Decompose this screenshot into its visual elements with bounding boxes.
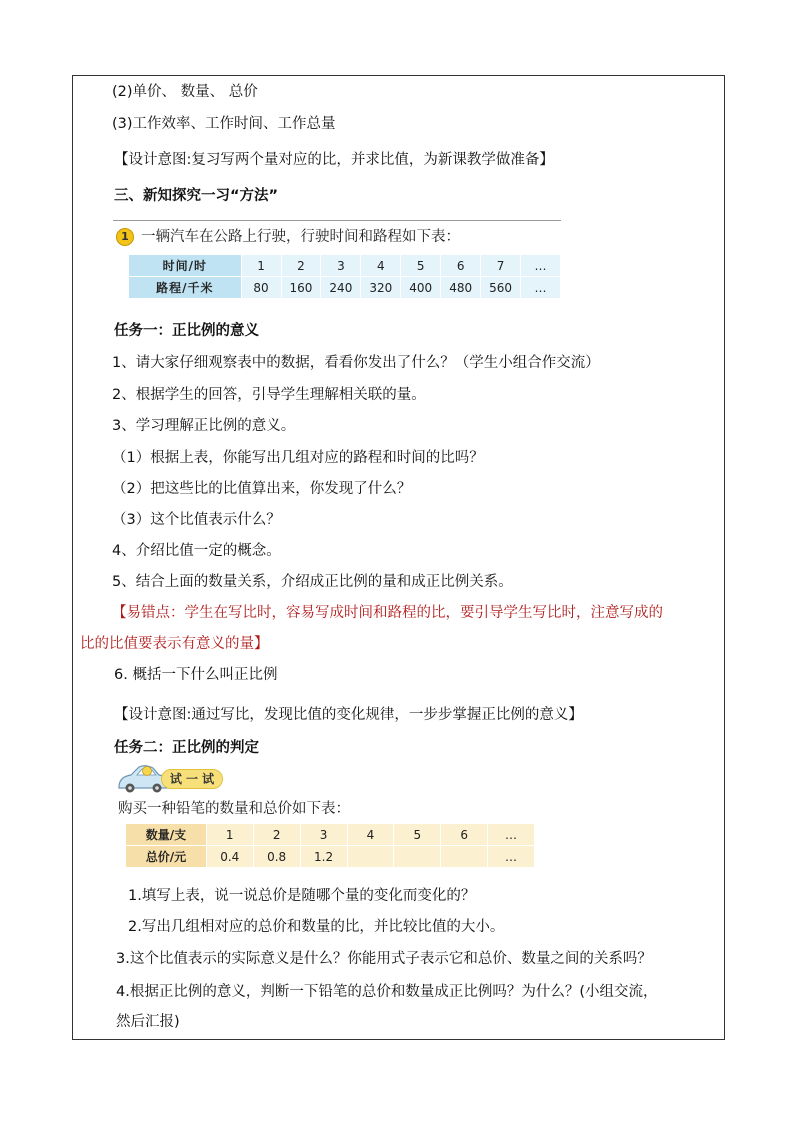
text-line-11: （3）这个比值表示什么？ [112, 512, 281, 528]
table-row [129, 255, 561, 277]
table-cell [441, 846, 488, 868]
table-cell: 时间/时 [129, 255, 242, 277]
table-cell: 2 [281, 255, 321, 277]
table-cell: 160 [281, 277, 321, 299]
error-prone-note-cont: 比的比值要表示有意义的量】 [80, 636, 269, 652]
table-cell: 0.8 [253, 846, 300, 868]
text-line-19: 1.填写上表，说一说总价是随哪个量的变化而变化的？ [128, 888, 476, 904]
figure2-caption: 购买一种铅笔的数量和总价如下表： [118, 801, 350, 817]
table-cell: 0.4 [206, 846, 253, 868]
table-cell: 400 [401, 277, 441, 299]
number-badge-icon: 1 [116, 228, 134, 246]
table-cell: 3 [300, 824, 347, 846]
time-distance-table [128, 254, 561, 299]
table-cell: … [488, 846, 535, 868]
table-cell: 6 [441, 255, 481, 277]
table-cell: 240 [321, 277, 361, 299]
table-cell: 6 [441, 824, 488, 846]
table-cell: 7 [481, 255, 521, 277]
table-cell: 80 [241, 277, 281, 299]
task-one-heading: 任务一：正比例的意义 [114, 323, 259, 339]
table-cell: 1 [206, 824, 253, 846]
text-line-1: (2)单价、 数量、 总价 [112, 84, 258, 100]
table-cell: … [488, 824, 535, 846]
table-cell: 路程/千米 [129, 277, 242, 299]
text-line-7: 2、根据学生的回答，引导学生理解相关联的量。 [112, 387, 426, 403]
table-row [129, 277, 561, 299]
task-two-heading: 任务二：正比例的判定 [114, 740, 259, 756]
table-row [126, 824, 535, 846]
table-cell: 2 [253, 824, 300, 846]
figure-car-table [113, 220, 561, 307]
section-heading: 三、新知探究一习“方法” [114, 188, 279, 204]
table-row [126, 846, 535, 868]
table-cell [347, 846, 394, 868]
text-line-2: (3)工作效率、工作时间、工作总量 [112, 116, 336, 132]
table-cell: 4 [361, 255, 401, 277]
text-line-12: 4、介绍比值一定的概念。 [112, 543, 281, 559]
table-cell: … [521, 277, 561, 299]
table-cell: 总价/元 [126, 846, 207, 868]
design-intent-1: 【设计意图:复习写两个量对应的比，并求比值，为新课教学做准备】 [114, 152, 554, 168]
table-cell: 1 [241, 255, 281, 277]
text-line-8: 3、学习理解正比例的意义。 [112, 418, 296, 434]
text-line-16: 6. 概括一下什么叫正比例 [114, 667, 278, 683]
table-cell: 4 [347, 824, 394, 846]
figure-pencil-table [115, 763, 535, 873]
text-line-6: 1、请大家仔细观察表中的数据，看看你发出了什么？（学生小组合作交流） [112, 355, 600, 371]
table-cell: 560 [481, 277, 521, 299]
table-cell: 数量/支 [126, 824, 207, 846]
table-cell: 5 [401, 255, 441, 277]
text-line-9: （1）根据上表，你能写出几组对应的路程和时间的比吗？ [112, 450, 484, 466]
figure1-caption: 一辆汽车在公路上行驶，行驶时间和路程如下表： [141, 229, 460, 245]
table-cell: 3 [321, 255, 361, 277]
text-line-21: 3.这个比值表示的实际意义是什么？你能用式子表示它和总价、数量之间的关系吗？ [116, 951, 652, 967]
table-cell: … [521, 255, 561, 277]
error-prone-note: 【易错点：学生在写比时，容易写成时间和路程的比，要引导学生写比时，注意写成的 [112, 605, 663, 621]
text-line-23: 然后汇报) [116, 1014, 180, 1030]
table-cell: 480 [441, 277, 481, 299]
table-cell: 5 [394, 824, 441, 846]
quantity-price-table [125, 823, 535, 868]
table-cell: 1.2 [300, 846, 347, 868]
text-line-10: （2）把这些比的比值算出来，你发现了什么？ [112, 481, 412, 497]
table-cell: 320 [361, 277, 401, 299]
text-line-13: 5、结合上面的数量关系，介绍成正比例的量和成正比例关系。 [112, 574, 513, 590]
table-cell [394, 846, 441, 868]
design-intent-2: 【设计意图:通过写比，发现比值的变化规律，一步步掌握正比例的意义】 [114, 707, 583, 723]
try-it-badge: 试 一 试 [161, 769, 223, 789]
text-line-20: 2.写出几组相对应的总价和数量的比，并比较比值的大小。 [128, 919, 505, 935]
text-line-22: 4.根据正比例的意义，判断一下铅笔的总价和数量成正比例吗？为什么？(小组交流， [116, 984, 658, 1000]
